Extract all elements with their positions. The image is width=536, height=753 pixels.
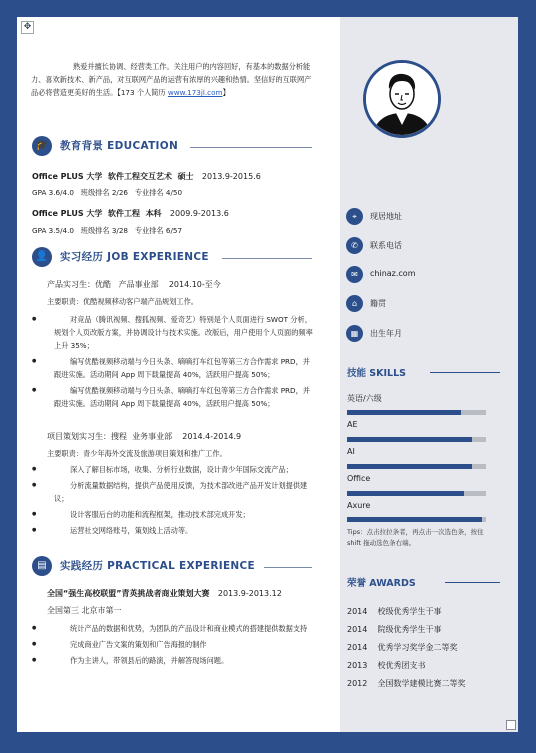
job-duty: 主要职责：青少年海外交流及旅游项目策划和推广工作。 xyxy=(47,449,227,458)
skill-bar[interactable] xyxy=(347,410,486,415)
skill-name: AE xyxy=(347,420,358,429)
award-text: 院级优秀学生干事 xyxy=(377,625,442,634)
contact-label: 联系电话 xyxy=(370,241,402,250)
practical-award: 全国第三 北京市第一 xyxy=(47,606,122,615)
contact-phone xyxy=(346,237,522,255)
person-icon: 👤 xyxy=(32,247,52,267)
awards-title: 荣誉 AWARDS xyxy=(347,578,416,589)
avatar xyxy=(363,60,441,138)
award-year: 2012 xyxy=(347,679,368,688)
practical-heading-line xyxy=(47,588,282,599)
edu-major-rank: 专业排名 4/50 xyxy=(134,188,183,197)
bullet-text: ● 完成商业广告文案的策划和广告海报的制作 xyxy=(70,640,207,649)
contact-hometown xyxy=(346,295,522,313)
edu-period: 2009.9-2013.6 xyxy=(169,209,229,218)
bullet-text: ● 对竞品（腾讯视频、搜狐视频、爱奇艺）特别是个人页面进行 SWOT 分析，规划个人页改版方案，并协调设计与技术实施。改版后，用户使用个人页面的频率上升 35%； xyxy=(54,315,313,350)
bullet-text: ● 统计产品的数据和优势，为团队的产品设计和商业模式的搭建提供数据支持 xyxy=(70,624,308,633)
phone-icon: ✆ xyxy=(346,237,363,254)
contact-email xyxy=(346,266,522,284)
skill-bar-fill xyxy=(347,437,472,442)
edu-1-gpa xyxy=(32,188,182,198)
skills-title: 技能 SKILLS xyxy=(347,368,406,379)
skill-bar[interactable] xyxy=(347,464,486,469)
list-item xyxy=(32,654,314,667)
list-item xyxy=(32,355,314,381)
location-icon: ⌖ xyxy=(346,208,363,225)
contact-address xyxy=(346,208,522,226)
divider xyxy=(222,258,312,259)
resize-handle-icon[interactable] xyxy=(506,720,516,730)
skill-bar[interactable] xyxy=(347,491,486,496)
list-item xyxy=(32,508,314,521)
job-heading: 产品实习生：优酷 xyxy=(47,280,111,289)
edu-class-rank: 班级排名 3/28 xyxy=(80,226,128,235)
skills-tip: Tips：点击拉拉条者，再点击一次选色条，按住 shift 拖动选色条右端。 xyxy=(347,528,484,547)
edu-gpa: GPA 3.6/4.0 xyxy=(32,188,74,197)
job-period: 2014.10-至今 xyxy=(168,280,221,289)
education-title: 教育背景 EDUCATION xyxy=(60,140,179,152)
intro-text: 熟爱并擅长协调、经营类工作。关注用户的内容回好，有基本的数据分析能力、喜欢新技术、新产品，对互联网产品的运营有浓厚的兴趣和热情。坚信好的互联网产品必将营造更美好的生活。【173 个人简历 xyxy=(31,62,312,97)
edu-2-gpa xyxy=(32,226,182,236)
list-item xyxy=(32,479,314,505)
skill-name: Axure xyxy=(347,501,371,510)
job-1-bullets xyxy=(32,313,314,413)
list-item xyxy=(32,524,314,537)
intro-paragraph xyxy=(31,60,317,99)
award-text: 校优秀团支书 xyxy=(377,661,426,670)
job-2-bullets xyxy=(32,463,314,540)
skill-name: AI xyxy=(347,447,355,456)
award-year: 2014 xyxy=(347,643,368,652)
job-heading: 项目策划实习生：搜程 xyxy=(47,432,127,441)
contact-label[interactable]: chinaz.com xyxy=(370,269,416,278)
edu-school: Office PLUS 大学 xyxy=(32,172,103,181)
award-year: 2014 xyxy=(347,625,368,634)
skill-name: Office xyxy=(347,474,371,483)
mail-icon: ✉ xyxy=(346,266,363,283)
practical-period: 2013.9-2013.12 xyxy=(217,589,282,598)
skill-bar-fill xyxy=(347,410,461,415)
job-title: 实习经历 JOB EXPERIENCE xyxy=(60,251,209,263)
award-text: 校级优秀学生干事 xyxy=(377,607,442,616)
intro-end: 】 xyxy=(222,88,230,97)
list-item xyxy=(32,384,314,410)
skill-bar-fill xyxy=(347,517,482,522)
skill-bar[interactable] xyxy=(347,437,486,442)
edu-period: 2013.9-2015.6 xyxy=(201,172,261,181)
award-year: 2013 xyxy=(347,661,368,670)
bullet-text: ● 分析流量数据结构，提供产品使用反馈，为技术部改进产品开发计划提供建议； xyxy=(54,481,308,503)
contact-label: 籍贯 xyxy=(370,299,386,308)
edu-gpa: GPA 3.5/4.0 xyxy=(32,226,74,235)
practical-title: 实践经历 PRACTICAL EXPERIENCE xyxy=(60,560,255,572)
bullet-text: ● 深入了解目标市场，收集、分析行业数据，设计青少年国际交流产品； xyxy=(70,465,293,474)
move-handle-icon[interactable]: ✥ xyxy=(21,21,34,34)
education-section-header xyxy=(32,136,312,156)
edu-major: 软件工程 xyxy=(107,209,140,218)
bullet-text: ● 设计客服后台的功能和流程框架，推动技术部完成开发； xyxy=(70,510,250,519)
bullet-text: ● 编写优酷视频移动端与今日头条、嘀嘀打车红包等第三方合作需求 PRD，并跟进实施。活动期间 App 周下载量提高 40%，活跃用户提高 50%； xyxy=(54,357,310,379)
practical-heading: 全国“强生高校联盟”青英挑战者商业策划大赛 xyxy=(47,589,210,598)
intro-link[interactable]: www.173jl.com xyxy=(167,88,223,97)
contact-label: 出生年月 xyxy=(370,329,402,338)
job-section-header xyxy=(32,247,312,267)
list-item xyxy=(32,463,314,476)
skill-bar-fill xyxy=(347,464,472,469)
home-icon: ⌂ xyxy=(346,295,363,312)
edu-1-line xyxy=(32,171,261,182)
bullet-text: ● 运营社交网络账号，策划线上活动等。 xyxy=(70,526,193,535)
edu-2-line xyxy=(32,208,229,219)
edu-class-rank: 班级排名 2/26 xyxy=(80,188,128,197)
job-period: 2014.4-2014.9 xyxy=(182,432,242,441)
edu-school: Office PLUS 大学 xyxy=(32,209,103,218)
job-duty: 主要职责：优酷视频移动客户端产品规划工作。 xyxy=(47,297,198,306)
skill-bar-fill xyxy=(347,491,464,496)
edu-major: 软件工程交互艺术 xyxy=(107,172,172,181)
divider xyxy=(264,567,312,568)
list-item xyxy=(32,622,314,635)
contact-birth xyxy=(346,325,522,343)
list-item xyxy=(32,313,314,352)
list-item xyxy=(32,638,314,651)
edu-degree: 硕士 xyxy=(177,172,194,181)
award-text: 全国数学建模比赛二等奖 xyxy=(377,679,466,688)
job-1-heading xyxy=(47,279,221,290)
edu-degree: 本科 xyxy=(145,209,162,218)
job-2-heading xyxy=(47,431,241,442)
bullet-text: ● 作为主讲人，带领县后的路演，并解答现场问题。 xyxy=(70,656,229,665)
divider xyxy=(190,147,312,148)
award-year: 2014 xyxy=(347,607,368,616)
divider xyxy=(430,372,500,373)
practical-section-header xyxy=(32,556,312,576)
edu-major-rank: 专业排名 6/57 xyxy=(134,226,183,235)
calendar-icon: ▦ xyxy=(346,325,363,342)
job-dept: 产品事业部 xyxy=(118,280,159,289)
job-dept: 业务事业部 xyxy=(132,432,173,441)
divider xyxy=(445,582,500,583)
award-text: 优秀学习奖学金二等奖 xyxy=(377,643,458,652)
bullet-text: ● 编写优酷视频移动端与今日头条、嘀嘀打车红包等第三方合作需求 PRD，并跟进实施。活动期间 App 周下载量提高 40%，活跃用户提高 50%； xyxy=(54,386,310,408)
skill-bar[interactable] xyxy=(347,517,486,522)
contact-label: 现居地址 xyxy=(370,212,402,221)
practical-bullets xyxy=(32,622,314,670)
graduation-cap-icon: 🎓 xyxy=(32,136,52,156)
portrait-image xyxy=(366,63,438,135)
skill-name: 英语/六级 xyxy=(347,394,382,403)
document-icon: ▤ xyxy=(32,556,52,576)
